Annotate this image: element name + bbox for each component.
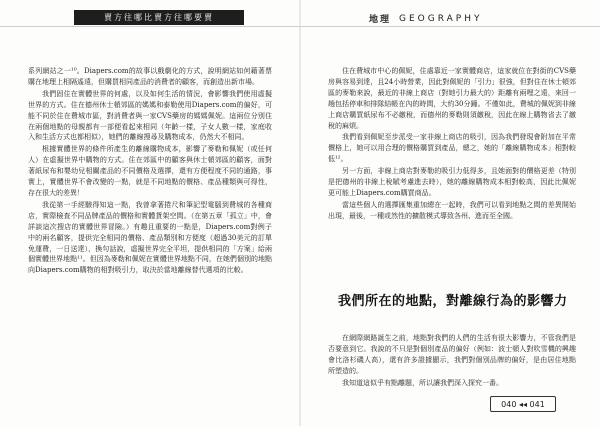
right-page-body-top [328, 66, 576, 222]
right-page-body-bottom [328, 333, 576, 389]
left-paragraph-4: 我從第一手經驗得知這一點，我曾拿著捲尺和筆記型電腦到費城的各種商店，實際檢查不同品牌產品的價格和實體貨架空間。（在第五章「孤立」中，會詳談這次搜店的實體世界冒險。）有趣且重要的一點是，Diapers.com對例子中的兩名顧客，提供完全相同的價格、產品類別和方便度（超過30美元的訂單免運費，一日送達），換句話說，虛擬世界完全平坦，提供相同的「方案」給兩個實體世界地點¹¹。但因為麥勒和佩妮在實體世界地點不同，在她們個別的地點向Diapers.com購物的相對吸引力，取決於當地離線替代選項的比較。 [28, 200, 272, 275]
page-numbers: 040 ◂◂ 041 [501, 399, 545, 409]
left-page-body [28, 66, 272, 276]
right-header-title-zh: 地理 [369, 15, 392, 25]
right-paragraph-2: 我們看到佩妮至步派受一家非線上商店的吸引，因為我們發現會附加在平常價格上，她可以用合理的價格購買到產品，總之，她的「離線購物成本」相對較低¹²。 [328, 133, 576, 164]
right-paragraph-5: 在網際網路誕生之前，地點對我們的人們的生活有很大影響力，不管我們是否要意到它。我說的不只是對個別產品的偏好（例如：波士頓人對吹雪機的興趣會比洛杉磯人高），還有許多證據顯示，我們對個別品牌的偏好，是由居住地點所塑造的。 [328, 334, 576, 375]
right-running-header [369, 12, 539, 25]
book-gutter [299, 0, 301, 426]
left-paragraph-2: 我們固住在實體世界的何處，以及如何生活的情況，會影響我們使用虛擬世界的方式。住在德州休士頓郊區的媽媽和泰勒使用Diapers.com的偏好，可能不同於住在費城市區，對消費者與一家CVS藥房的媽媽佩妮。這兩位分別住在兩個地點的母親都有一部便看起來相同（年齡一樣，子女人數一樣，家庭收入和生活方式也都相似），她們的離線搜尋及購物成本，仍然大不相同。 [28, 89, 272, 142]
left-running-header [74, 10, 244, 25]
left-paragraph-3: 根據實體世界的條件所產生的離線購物成本，影響了麥勒和佩妮（或任何人）在虛擬世界中購物的方式。住在郊區中的顧客與休士頓郊區的顧客，面對著紙尿布和嬰幼兒相關產品的不同價格及選擇，還有方便程度不同的通路，事實上，實體世界不會改變的一點，就是不同地點的價格、產品種類與可得性，存在很大的差異！ [28, 145, 272, 197]
right-header-title-en: GEOGRAPHY [399, 13, 483, 24]
right-paragraph-4: 當這些個人的選擇匯集重加總在一起時，我們可以看到地點之間的差異開始出現，最後，一種或然性的擴散模式導致各州、進而至全國。 [328, 200, 576, 220]
right-header-rule [300, 26, 600, 27]
right-paragraph-1: 住在費城市中心的佩妮，住處靠近一家實體商店，這家就位在對街的CVS藥房與容易到達，且24小時營業，因此對佩妮的「引力」很強，但對住在休士頓郊區的麥勒來說，最近的非線上商店（對她引力最大的）距離有兩哩之遠，來回一趟包括停車和排隊結帳在內的時間，大約30分鐘。不僅如此，費城的佩妮到非線上商店購買紙尿布不必繳稅，而德州的麥勒則須繳稅，因此在線上購物省去了繳稅的麻煩。 [328, 67, 576, 130]
left-paragraph-1: 系列網站之一¹⁰。Diapers.com的故事以戲劇化的方式，說明網站如何藉著票購在地理上相隔遙遠，但購買相同產品的消費者的顧客，而創造出新市場。 [28, 67, 272, 86]
page-number-box [490, 396, 556, 412]
right-paragraph-3: 另一方面，非線上商店對麥勒的吸引力低得多，且她面對的價格更差（特別是把德州的非線上稅賦考慮進去時），她的離線購物成本相對較高，因此比佩妮更可能上Diapers.com購買商品。 [328, 167, 576, 197]
section-heading: 我們所在的地點，對離線行為的影響力 [338, 294, 568, 309]
right-paragraph-6: 我知道這似乎有點離題，所以讓我們深入探究一番。 [342, 378, 503, 387]
left-header-title: 賣方往哪比賣方往哪要賣 [104, 13, 214, 22]
left-header-rule [0, 26, 300, 27]
